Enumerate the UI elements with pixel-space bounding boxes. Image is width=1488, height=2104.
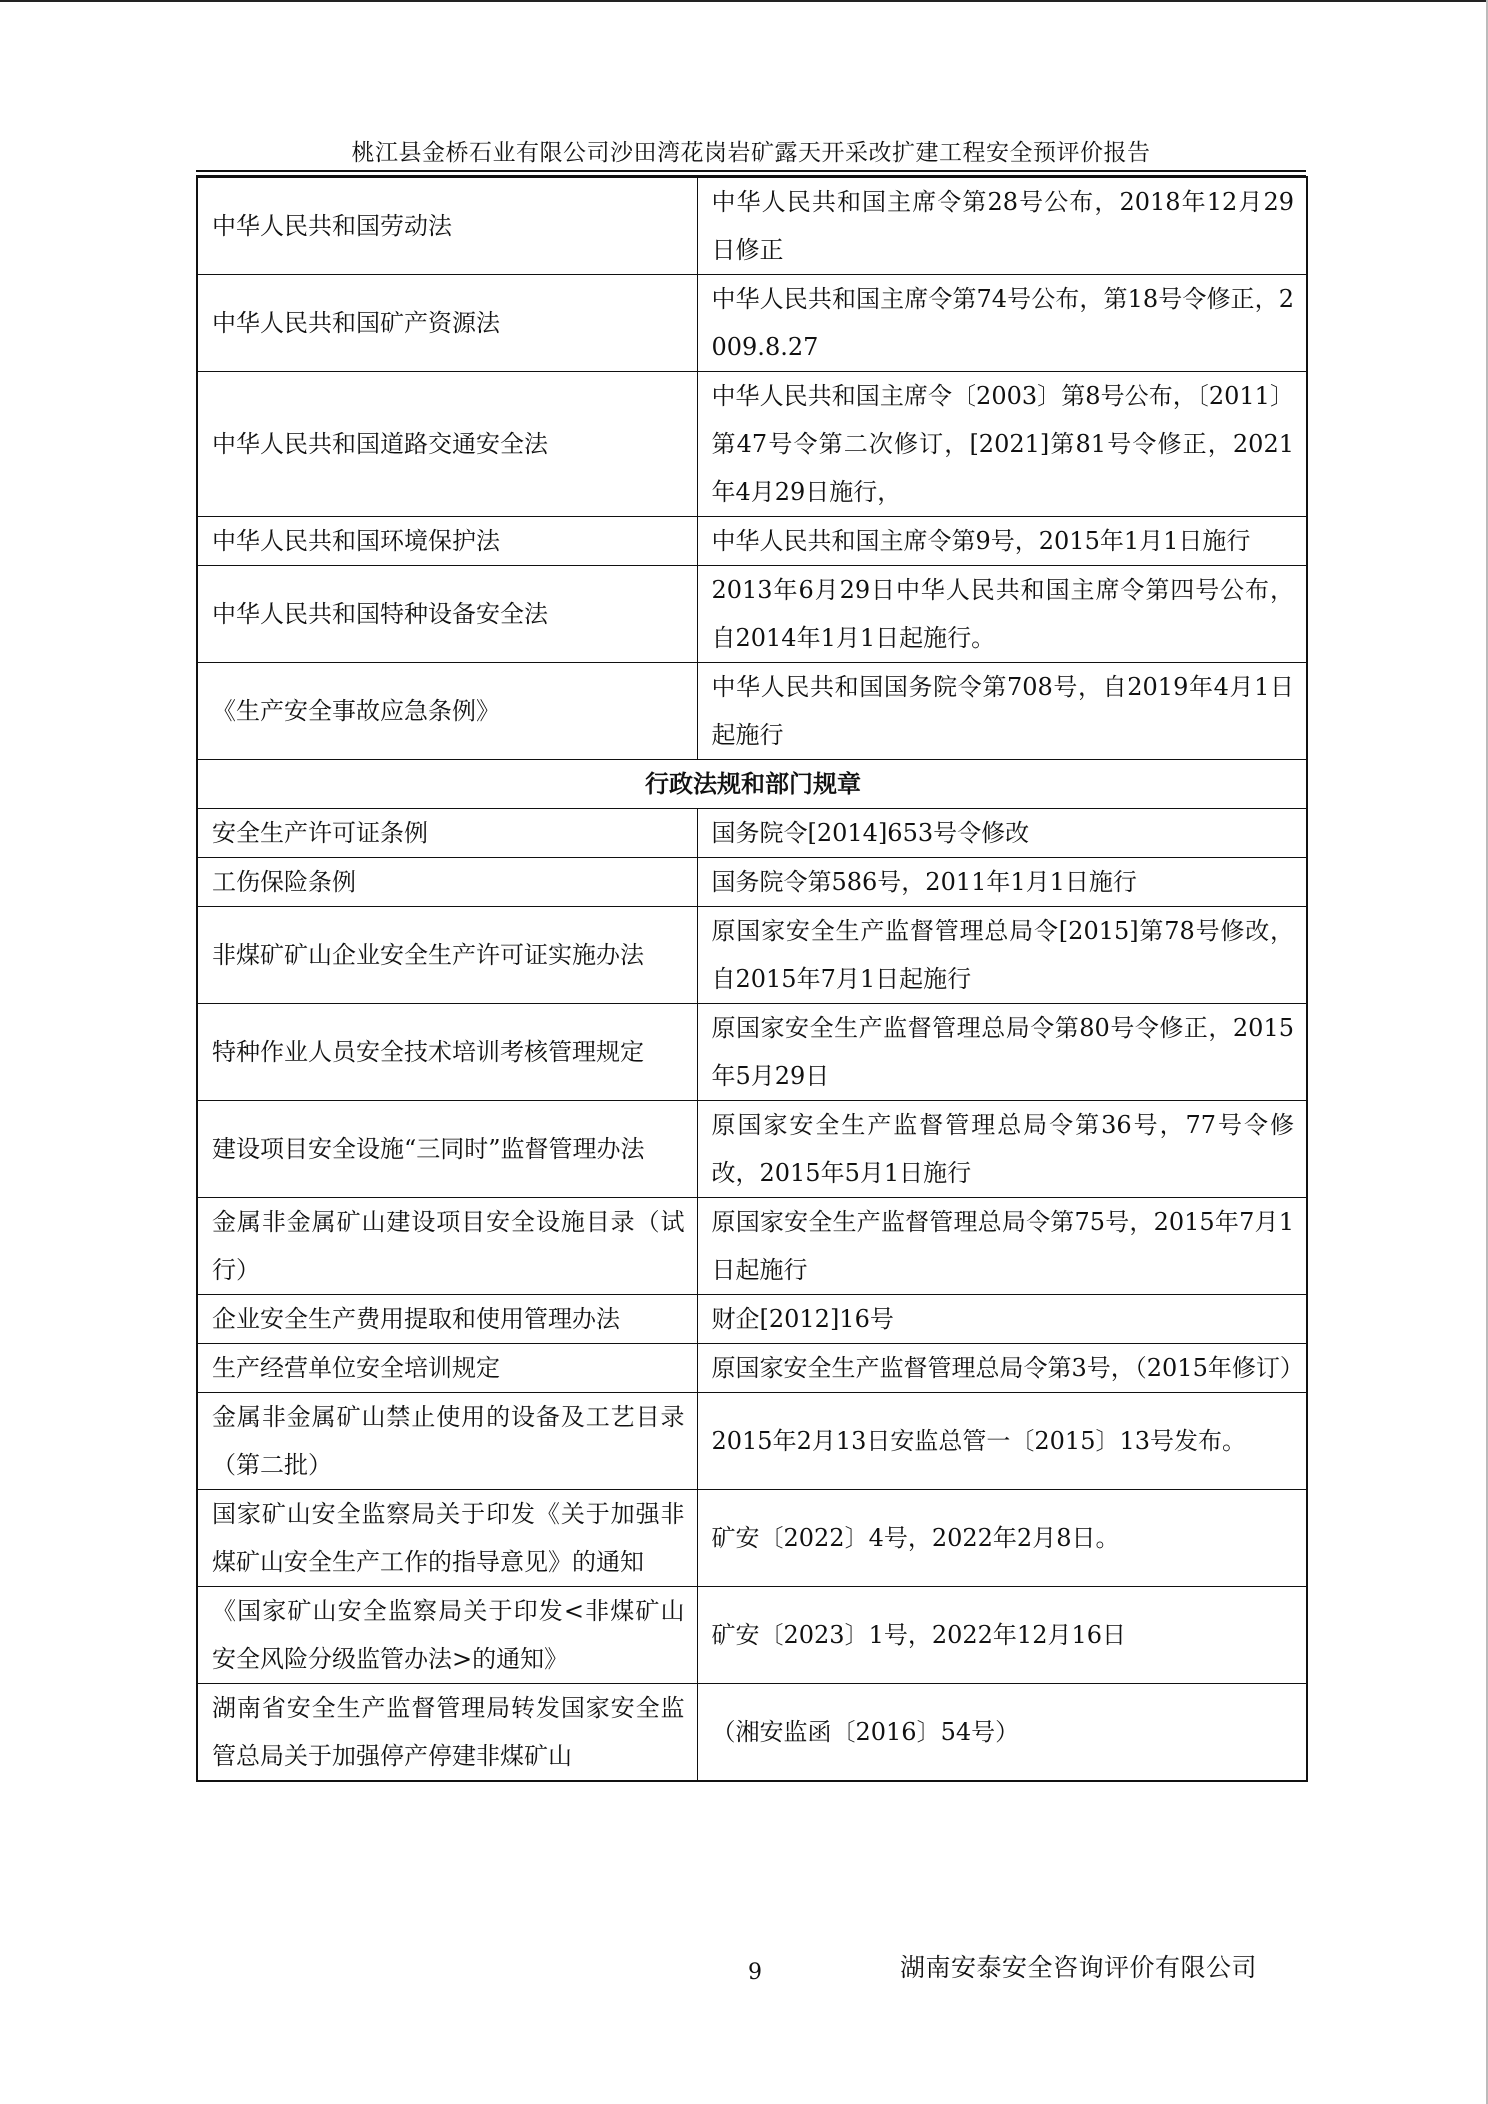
law-detail: 矿安〔2022〕4号，2022年2月8日。 [697, 1490, 1307, 1587]
law-name: 湖南省安全生产监督管理局转发国家安全监管总局关于加强停产停建非煤矿山 [197, 1684, 697, 1782]
header-rule [196, 170, 1306, 172]
table-row [197, 858, 1307, 907]
law-name: 中华人民共和国道路交通安全法 [197, 372, 697, 517]
law-detail: 原国家安全生产监督管理总局令第80号令修正，2015年5月29日 [697, 1004, 1307, 1101]
law-detail: 中华人民共和国主席令第74号公布，第18号令修正，2009.8.27 [697, 275, 1307, 372]
table-row [197, 1684, 1307, 1782]
law-name: 中华人民共和国矿产资源法 [197, 275, 697, 372]
law-detail: 财企[2012]16号 [697, 1295, 1307, 1344]
law-name: 建设项目安全设施“三同时”监督管理办法 [197, 1101, 697, 1198]
law-name: 金属非金属矿山禁止使用的设备及工艺目录（第二批） [197, 1393, 697, 1490]
table-row [197, 1490, 1307, 1587]
regulations-table [196, 176, 1308, 1782]
table-row [197, 517, 1307, 566]
law-name: 国家矿山安全监察局关于印发《关于加强非煤矿山安全生产工作的指导意见》的通知 [197, 1490, 697, 1587]
law-detail: 2015年2月13日安监总管一〔2015〕13号发布。 [697, 1393, 1307, 1490]
law-detail: 国务院令第586号，2011年1月1日施行 [697, 858, 1307, 907]
law-detail: 中华人民共和国国务院令第708号，自2019年4月1日起施行 [697, 663, 1307, 760]
table-row [197, 1004, 1307, 1101]
law-name: 中华人民共和国劳动法 [197, 177, 697, 275]
top-border-line [0, 0, 1488, 2]
table-row [197, 907, 1307, 1004]
law-name: 金属非金属矿山建设项目安全设施目录（试行） [197, 1198, 697, 1295]
table-row [197, 566, 1307, 663]
table-row [197, 1101, 1307, 1198]
table-row [197, 1344, 1307, 1393]
table-row [197, 663, 1307, 760]
law-detail: 国务院令[2014]653号令修改 [697, 809, 1307, 858]
table-row [197, 177, 1307, 275]
law-detail: 原国家安全生产监督管理总局令第36号，77号令修改，2015年5月1日施行 [697, 1101, 1307, 1198]
law-detail: （湘安监函〔2016〕54号） [697, 1684, 1307, 1782]
law-detail: 原国家安全生产监督管理总局令第75号，2015年7月1日起施行 [697, 1198, 1307, 1295]
table-row [197, 372, 1307, 517]
law-detail: 原国家安全生产监督管理总局令[2015]第78号修改，自2015年7月1日起施行 [697, 907, 1307, 1004]
law-detail: 矿安〔2023〕1号，2022年12月16日 [697, 1587, 1307, 1684]
law-name: 《国家矿山安全监察局关于印发<非煤矿山安全风险分级监管办法>的通知》 [197, 1587, 697, 1684]
table-row [197, 275, 1307, 372]
table-row [197, 1393, 1307, 1490]
table-row [197, 809, 1307, 858]
table-row [197, 1587, 1307, 1684]
law-name: 安全生产许可证条例 [197, 809, 697, 858]
company-name: 湖南安泰安全咨询评价有限公司 [900, 1953, 1258, 1982]
section-title: 行政法规和部门规章 [197, 760, 1307, 809]
law-detail: 中华人民共和国主席令〔2003〕第8号公布，〔2011〕第47号令第二次修订，[2021]第81号令修正，2021年4月29日施行， [697, 372, 1307, 517]
law-name: 非煤矿矿山企业安全生产许可证实施办法 [197, 907, 697, 1004]
law-name: 中华人民共和国环境保护法 [197, 517, 697, 566]
law-detail: 中华人民共和国主席令第28号公布，2018年12月29日修正 [697, 177, 1307, 275]
law-name: 《生产安全事故应急条例》 [197, 663, 697, 760]
law-name: 中华人民共和国特种设备安全法 [197, 566, 697, 663]
section-header-row [197, 760, 1307, 809]
page-header-title: 桃江县金桥石业有限公司沙田湾花岗岩矿露天开采改扩建工程安全预评价报告 [351, 140, 1151, 166]
law-name: 特种作业人员安全技术培训考核管理规定 [197, 1004, 697, 1101]
page-number: 9 [748, 1960, 762, 1985]
law-name: 工伤保险条例 [197, 858, 697, 907]
law-detail: 2013年6月29日中华人民共和国主席令第四号公布，自2014年1月1日起施行。 [697, 566, 1307, 663]
law-detail: 原国家安全生产监督管理总局令第3号，（2015年修订） [697, 1344, 1307, 1393]
table-row [197, 1198, 1307, 1295]
law-detail: 中华人民共和国主席令第9号，2015年1月1日施行 [697, 517, 1307, 566]
law-name: 企业安全生产费用提取和使用管理办法 [197, 1295, 697, 1344]
table-row [197, 1295, 1307, 1344]
law-name: 生产经营单位安全培训规定 [197, 1344, 697, 1393]
